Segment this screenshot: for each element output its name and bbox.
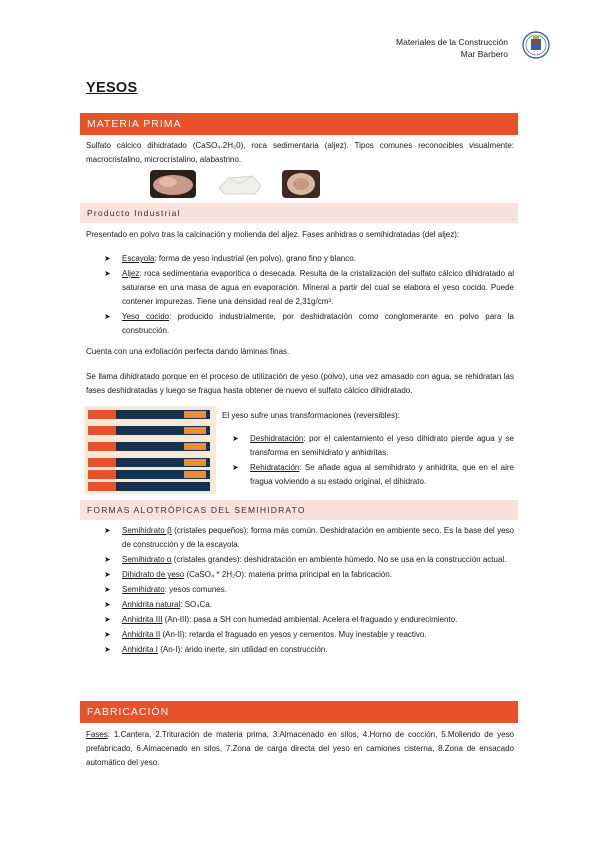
- arrow-bullet-icon: ➤: [104, 312, 111, 321]
- term: Dihidrato de yeso: [122, 570, 185, 579]
- term: Rehidratación: [250, 463, 300, 472]
- arrow-bullet-icon: ➤: [104, 615, 111, 624]
- dihidratado-text: Se llama dihidratado porque en el proceso de utilización de yeso (polvo), una vez amasado con agua, se rehidratan las fases deshidratadas y luego se fragua hasta obtener de nuevo el sulfato cálcico dihidratado.: [86, 372, 514, 395]
- term: Deshidratación: [250, 434, 304, 443]
- diagram-row: [88, 410, 210, 419]
- list-item: [104, 598, 514, 612]
- list-item: [232, 461, 514, 489]
- definition: (An-III): pasa a SH con humedad ambiental. Acelera el fraguado y endurecimiento.: [162, 615, 458, 624]
- alabastrino-sample-image: [282, 170, 320, 198]
- producto-list: [104, 252, 514, 339]
- section-fabricacion-bar: FABRICACIÓN: [80, 701, 518, 723]
- producto-intro: Presentado en polvo tras la calcinación y molienda del aljez. Fases anhidras o semihidratadas (del aljez):: [86, 230, 460, 239]
- definition: : forma de yeso industrial (en polvo), grano fino y blanco.: [154, 254, 356, 263]
- list-item: [104, 613, 514, 627]
- term: Anhidrita II: [122, 630, 161, 639]
- author-name: Mar Barbero: [460, 49, 508, 59]
- page-title: YESOS: [86, 80, 138, 96]
- term: Yeso cocido: [122, 312, 170, 321]
- term: Escayola: [122, 254, 155, 263]
- list-item: [104, 583, 514, 597]
- list-item: [104, 568, 514, 582]
- diagram-row: [88, 470, 210, 479]
- diagram-cell: [88, 410, 116, 419]
- term: Semihidrato: [122, 585, 165, 594]
- definition: (cristales pequeños): forma más común. Deshidratación en ambiente seco. Es la base del yeso de construcción y de la escayola.: [122, 526, 514, 549]
- fabricacion-fases: [86, 728, 514, 770]
- diagram-cell: [88, 482, 116, 491]
- definition: : por el calentamiento el yeso dihidrato pierde agua y se transforma en semihidrato y anhidritas.: [250, 434, 514, 457]
- diagram-cell: [88, 426, 116, 435]
- definition: : producido industrialmente, por deshidratación como conglomerante en polvo para la construcción.: [122, 312, 514, 335]
- fases-text: : 1.Cantera, 2.Trituración de materia prima, 3.Almacenado en silos, 4.Horno de cocción, 5.Moliendo de yeso prefabricado, 6.Almacenado en silos, 7.Zona de carga directa del yeso en camiones cisterna, 8.Zona de ensacado automático del yeso.: [86, 730, 514, 767]
- course-title: Materiales de la Construcción: [396, 37, 508, 47]
- list-item: [104, 310, 514, 338]
- arrow-bullet-icon: ➤: [104, 570, 111, 579]
- list-item: [104, 628, 514, 642]
- definition: : roca sedimentaria evaporítica o desecada. Resulta de la cristalización del sulfato cálcico dihidratado al saturarse en una masa de agua en evaporación. Mineral a partir del cual se elabora el yeso cocido. Puede contener impurezas. Tiene una densidad real de 2,31g/cm³.: [122, 269, 514, 306]
- diagram-tag: [184, 459, 206, 466]
- arrow-bullet-icon: ➤: [104, 630, 111, 639]
- term: Anhidrita I: [122, 645, 159, 654]
- arrow-bullet-icon: ➤: [232, 434, 239, 443]
- formas-alotropicas-bar: FORMAS ALOTRÓPICAS DEL SEMIHIDRATO: [80, 500, 518, 520]
- term: Aljez: [122, 269, 140, 278]
- transformation-diagram-image: [84, 406, 216, 494]
- transform-list: [232, 432, 514, 490]
- term: Anhidrita III: [122, 615, 163, 624]
- microcristalino-sample-image: [215, 170, 263, 198]
- diagram-cell: [88, 442, 116, 451]
- diagram-row: [88, 442, 210, 451]
- arrow-bullet-icon: ➤: [104, 526, 111, 535]
- section-materia-prima-bar: MATERIA PRIMA: [80, 113, 518, 135]
- list-item: [104, 643, 514, 657]
- materia-prima-intro: Sulfato cálcico dihidratado (CaSO₄.2H₂0), roca sedimentaria (aljez). Tipos comunes reconocibles visualmente: macrocristalino, microcristalino, alabastrino.: [86, 141, 514, 164]
- arrow-bullet-icon: ➤: [104, 254, 111, 263]
- fases-term: Fases: [86, 730, 108, 739]
- diagram-tag: [184, 471, 206, 478]
- university-seal-icon: [522, 30, 550, 60]
- diagram-row: [88, 458, 210, 467]
- definition: (An-I): árido inerte, sin utilidad en construcción.: [158, 645, 328, 654]
- arrow-bullet-icon: ➤: [104, 645, 111, 654]
- term: Semihidrato α: [122, 555, 172, 564]
- definition: : yesos comunes.: [164, 585, 227, 594]
- definition: (An-II): retarda el fraguado en yesos y cementos. Muy inestable y reactivo.: [160, 630, 427, 639]
- definition: (CaSO₄ * 2H₂O): materia prima principal en la fabricación.: [184, 570, 393, 579]
- diagram-cell: [88, 470, 116, 479]
- term: Anhidrita natural: [122, 600, 181, 609]
- arrow-bullet-icon: ➤: [232, 463, 239, 472]
- formas-list: [104, 524, 514, 658]
- definition: : SO₄Ca.: [180, 600, 212, 609]
- diagram-tag: [184, 443, 206, 450]
- list-item: [104, 553, 514, 567]
- definition: (cristales grandes): deshidratación en ambiente húmedo. No se usa en la construcción actual.: [171, 555, 507, 564]
- diagram-tag: [184, 411, 206, 418]
- diagram-row: [88, 482, 210, 491]
- diagram-row: [88, 426, 210, 435]
- list-item: [104, 267, 514, 309]
- list-item: [104, 252, 514, 266]
- diagram-tag: [184, 427, 206, 434]
- list-item: [104, 524, 514, 552]
- macrocristalino-sample-image: [150, 170, 196, 198]
- producto-industrial-bar: Producto Industrial: [80, 203, 518, 223]
- arrow-bullet-icon: ➤: [104, 555, 111, 564]
- arrow-bullet-icon: ➤: [104, 585, 111, 594]
- diagram-cell: [88, 458, 116, 467]
- exfoliacion-text: Cuenta con una exfoliación perfecta dando láminas finas.: [86, 347, 290, 356]
- document-header: [396, 36, 508, 60]
- transform-intro: El yeso sufre unas transformaciones (reversibles):: [222, 411, 400, 420]
- arrow-bullet-icon: ➤: [104, 600, 111, 609]
- term: Semihidrato β: [122, 526, 172, 535]
- arrow-bullet-icon: ➤: [104, 269, 111, 278]
- definition: : Se añade agua al semihidrato y anhidrita, que en el aire fragua volviendo a su estado original, el dihidrato.: [250, 463, 514, 486]
- list-item: [232, 432, 514, 460]
